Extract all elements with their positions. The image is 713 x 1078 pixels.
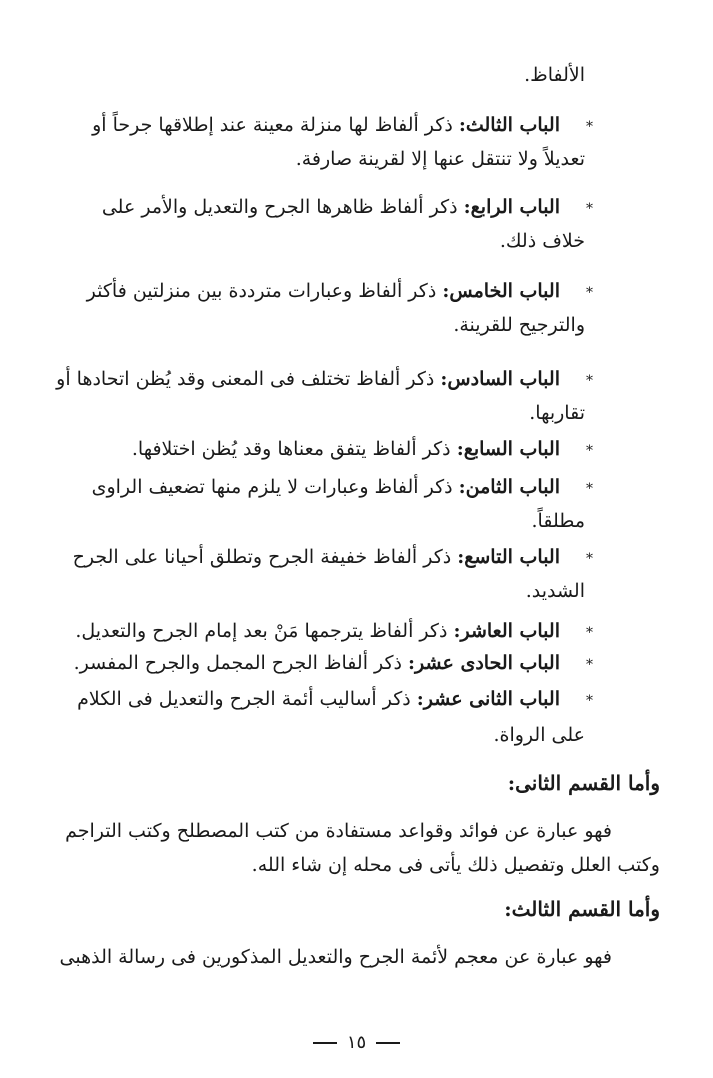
page-number-text: ١٥ <box>346 1032 367 1053</box>
chapter-title: الباب الرابع: <box>463 196 560 218</box>
chapter-4 <box>102 194 560 220</box>
chapter-8 <box>92 474 560 500</box>
bullet-marker: * <box>586 373 593 389</box>
paragraph-line: فهو عبارة عن فوائد وقواعد مستفادة من كتب المصطلح وكتب التراجم <box>65 820 612 842</box>
chapter-11 <box>74 650 560 676</box>
text-line: الألفاظ. <box>524 64 585 86</box>
chapter-text: ذكر ألفاظ وعبارات مترددة بين منزلتين فأكثر <box>86 280 437 302</box>
folio-dash <box>313 1042 337 1044</box>
bullet-marker: * <box>586 285 593 301</box>
paragraph-line: فهو عبارة عن معجم لأئمة الجرح والتعديل المذكورين فى رسالة الذهبى <box>59 946 612 968</box>
chapter-text: ذكر ألفاظ ظاهرها الجرح والتعديل والأمر على <box>101 196 458 218</box>
chapter-text: ذكر ألفاظ تختلف فى المعنى وقد يُظن اتحادها أو <box>56 368 435 390</box>
text-line: الشديد. <box>525 580 585 602</box>
chapter-text: ذكر ألفاظ يترجمها مَنْ بعد إمام الجرح والتعديل. <box>75 620 448 642</box>
text-line: مطلقاً. <box>531 510 585 532</box>
chapter-title: الباب السابع: <box>456 438 560 460</box>
chapter-9 <box>73 544 560 570</box>
chapter-title: الباب الحادى عشر: <box>408 652 560 674</box>
bullet-marker: * <box>586 551 593 567</box>
bullet-marker: * <box>586 443 593 459</box>
chapter-text: ذكر ألفاظ يتفق معناها وقد يُظن اختلافها. <box>131 438 451 460</box>
folio-dash <box>376 1042 400 1044</box>
bullet-marker: * <box>586 481 593 497</box>
chapter-text: ذكر ألفاظ خفيفة الجرح وتطلق أحيانا على الجرح <box>72 546 452 568</box>
text-line: تعديلاً ولا تنتقل عنها إلا لقرينة صارفة. <box>295 148 585 170</box>
chapter-3 <box>92 112 560 138</box>
text-line: على الرواة. <box>493 724 585 746</box>
bullet-marker: * <box>586 657 593 673</box>
bullet-marker: * <box>586 201 593 217</box>
chapter-title: الباب الثالث: <box>458 114 560 136</box>
chapter-6 <box>56 366 560 392</box>
paragraph-line: وكتب العلل وتفصيل ذلك يأتى فى محله إن شاء الله. <box>251 854 660 876</box>
chapter-title: الباب الخامس: <box>442 280 560 302</box>
section-heading: وأما القسم الثالث: <box>504 897 660 921</box>
page-number <box>0 1032 713 1053</box>
text-line: خلاف ذلك. <box>499 230 585 252</box>
chapter-text: ذكر ألفاظ وعبارات لا يلزم منها تضعيف الراوى <box>91 476 453 498</box>
section-heading: وأما القسم الثانى: <box>507 771 660 795</box>
chapter-title: الباب الثانى عشر: <box>416 688 560 710</box>
chapter-5 <box>87 278 560 304</box>
chapter-text: ذكر ألفاظ الجرح المجمل والجرح المفسر. <box>73 652 402 674</box>
chapter-title: الباب العاشر: <box>453 620 560 642</box>
bullet-marker: * <box>586 119 593 135</box>
bullet-marker: * <box>586 693 593 709</box>
bullet-marker: * <box>586 625 593 641</box>
chapter-title: الباب الثامن: <box>458 476 560 498</box>
chapter-text: ذكر ألفاظ لها منزلة معينة عند إطلاقها جرحاً أو <box>92 114 453 136</box>
chapter-10 <box>75 618 560 644</box>
text-line: والترجيح للقرينة. <box>453 314 585 336</box>
chapter-title: الباب التاسع: <box>457 546 560 568</box>
chapter-title: الباب السادس: <box>440 368 560 390</box>
chapter-12 <box>77 686 560 712</box>
chapter-7 <box>132 436 560 462</box>
text-line: تقاربها. <box>529 402 585 424</box>
chapter-text: ذكر أساليب أئمة الجرح والتعديل فى الكلام <box>77 688 411 710</box>
